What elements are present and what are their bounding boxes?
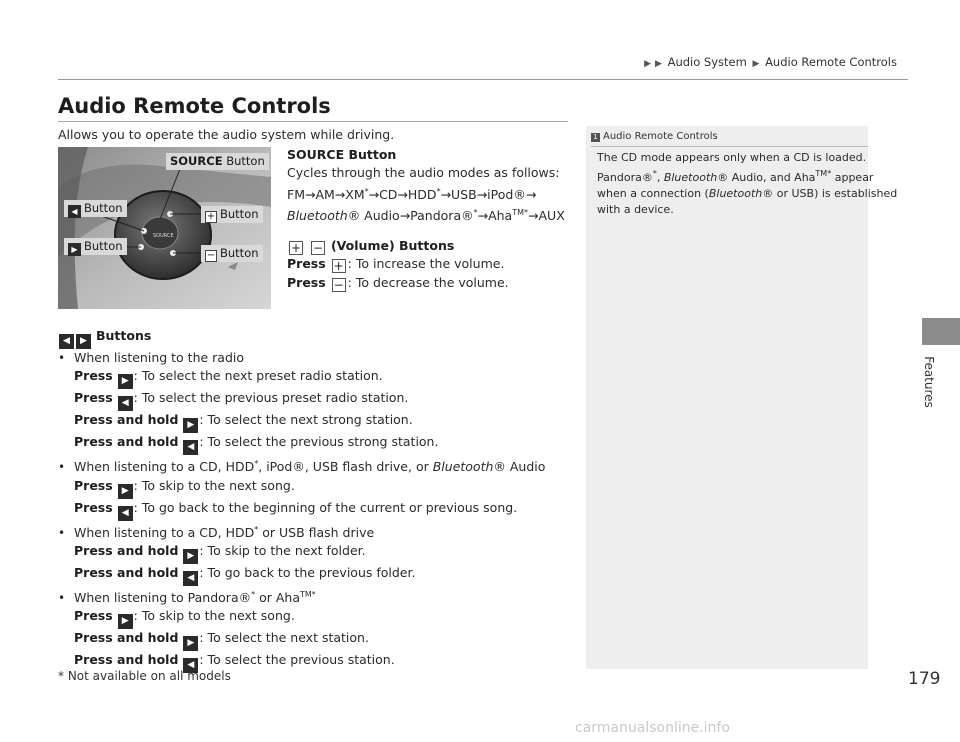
title-divider [58,121,568,122]
next-button-callout: ▶ Button [64,238,127,255]
chapter-tab-label: Features [922,356,936,408]
notes-line1: The CD mode appears only when a CD is loaded. [597,151,867,164]
folder-prev-line: Press and hold ◀ : To go back to the previous folder. [58,564,545,586]
minus-button-callout: − Button [201,245,263,262]
prev-triangle-icon: ◀ [183,440,198,455]
page-title: Audio Remote Controls [58,94,331,118]
plus-icon: + [333,259,344,274]
folder-intro: • When listening to a CD, HDD* or USB flash drive [58,524,375,540]
next-triangle-icon: ▶ [68,243,81,256]
header-divider [58,79,908,80]
breadcrumb [500,55,897,69]
note-reference-icon: 1 [591,133,600,142]
source-heading: SOURCE Button [287,147,397,162]
prev-triangle-icon: ◀ [183,658,198,673]
volume-heading: (Volume) Buttons [330,238,455,253]
source-line2: FM→AM→XM*→CD→HDD*→USB→iPod®→ [287,186,537,202]
next-triangle-icon: ▶ [118,484,133,499]
next-triangle-icon: ▶ [183,549,198,564]
source-section [287,146,565,225]
cd-intro: • When listening to a CD, HDD*, iPod®, USB flash drive, or Bluetooth® Audio [58,459,546,475]
wheel-source-label: SOURCE [153,233,174,239]
volume-plus-line: Press + : To increase the volume. [287,256,505,274]
notes-line3: when a connection (Bluetooth® or USB) is established [597,187,898,200]
source-line1: Cycles through the audio modes as follows: [287,165,560,181]
plus-button-callout: + Button [201,206,263,223]
seek-heading: Buttons [95,328,152,343]
chapter-tab-marker [922,318,960,345]
volume-section [287,237,509,292]
volume-minus-line: Press − : To decrease the volume. [287,274,509,292]
breadcrumb-arrow-icon: ▶ [655,59,662,69]
notes-line2: Pandora®*, Bluetooth® Audio, and Aha$^{TM*}$ appear [597,169,874,184]
notes-body [597,150,897,218]
source-button-callout: SOURCE Button [166,153,269,170]
minus-icon: − [312,241,324,255]
plus-icon: + [290,241,302,255]
next-triangle-icon: ▶ [118,374,133,389]
pandora-intro: • When listening to Pandora®* or Aha$^{TM*}$ [58,589,316,605]
footnote: * Not available on all models [58,669,231,683]
steering-wheel-illustration [58,147,271,309]
breadcrumb-item-audio-system[interactable]: Audio System [667,55,747,69]
intro-text: Allows you to operate the audio system while driving. [58,127,395,142]
notes-line4: with a device. [597,203,674,216]
breadcrumb-item-audio-remote-controls[interactable]: Audio Remote Controls [765,55,897,69]
prev-button-callout: ◀ Button [64,200,127,217]
pandora-next-line: Press ▶ : To skip to the next song. [58,607,545,629]
pandora-hold-next-line: Press and hold ▶ : To select the next station. [58,629,545,651]
breadcrumb-arrow-icon: ▶ [644,59,652,69]
next-triangle-icon: ▶ [118,614,133,629]
notes-divider [591,146,868,147]
radio-prev-line: Press ◀ : To select the previous preset radio station. [58,389,545,411]
watermark: carmanualsonline.info [575,720,730,736]
prev-triangle-icon: ◀ [68,205,81,218]
source-line3: Bluetooth® Audio→Pandora®*→Aha$^{TM*}$→AUX [287,207,565,223]
prev-triangle-icon: ◀ [59,334,74,349]
next-triangle-icon: ▶ [183,636,198,651]
next-triangle-icon: ▶ [76,334,91,349]
minus-icon: − [206,250,216,261]
radio-intro: • When listening to the radio [58,350,245,365]
folder-next-line: Press and hold ▶ : To skip to the next folder. [58,542,545,564]
prev-triangle-icon: ◀ [118,396,133,411]
cd-prev-line: Press ◀ : To go back to the beginning of the current or previous song. [58,499,545,521]
radio-next-line: Press ▶ : To select the next preset radio station. [58,367,545,389]
radio-hold-prev-line: Press and hold ◀ : To select the previous strong station. [58,433,545,455]
next-triangle-icon: ▶ [183,418,198,433]
plus-icon: + [206,211,216,222]
breadcrumb-arrow-icon: ▶ [752,59,760,69]
prev-triangle-icon: ◀ [118,506,133,521]
notes-heading[interactable]: 1 Audio Remote Controls [591,131,718,142]
seek-section [58,327,545,673]
steering-wheel-photo [58,147,271,309]
minus-icon: − [333,277,344,292]
prev-triangle-icon: ◀ [183,571,198,586]
cd-next-line: Press ▶ : To skip to the next song. [58,477,545,499]
pandora-hold-prev-line: Press and hold ◀ : To select the previous station. [58,651,545,673]
radio-hold-next-line: Press and hold ▶ : To select the next strong station. [58,411,545,433]
page-number: 179 [908,669,941,689]
